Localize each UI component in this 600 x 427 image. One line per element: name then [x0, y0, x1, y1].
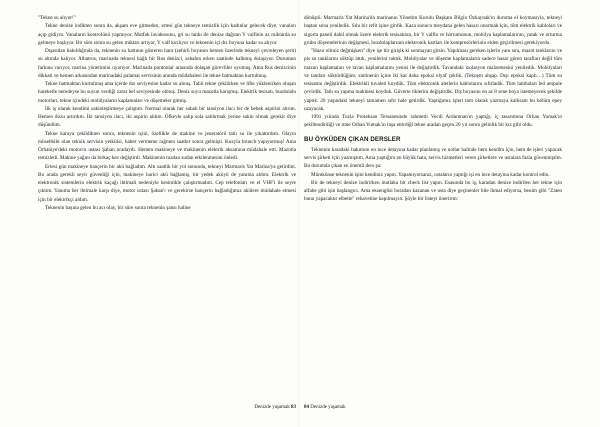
left-paragraph-4: Tekne batmaktan kurtulmuş ama içerde dız seviyesine kadar su alınış. Tabii tekne çekilirken ve lifte yüklenirken oluşan hareketle neredeyse bu suyun verdiği zarar bel seviyesinde olmuş. Deniz suyu mazotla karışmış. Elektrik tesisatı, buzdolabı motorları, tekne içindeki mobilyaların kaplamaları ve döşemeler gitmiş. — [38, 81, 296, 104]
left-paragraph-1: "Tekne su alıyor!" — [38, 15, 76, 21]
right-paragraph-1: dönüştü. Marmaris Yat Marina'da marinanın Yönetim Kurulu Başkanı Bilgin Özkaynak'ın duruma el koymasıyla, tekneyi baştan sona yeniledik. Sılu bir refit işine girdik. Kaza sonucu meydana gelen hasarı onarmak için, tüm elektrik kabloları ve sigorta paneli dahil olmak üzere elektrik tesisatının, bir Y valfin ve hortumunun, mobilya kaplamalarının, yatak ve orturma grubu döşemelerinin değişmesi, buzdolaplarının elektronik kartları ile kompresörlerinin elden geçirilmesi gerekiyordu. — [304, 15, 562, 46]
left-paragraph-3: Dışarıdan bakıldığında da, teknenin su hattının gösteren bant (zehirli boyanın hemen üzerinde tekneyi çevreleyen şerit) su altında kalıyor. Albatros, marinada teknesi bağlı bir Rus denizci, sabahın erken saatinde kalkmış dolaşıyor. Durumun farkına varıyor, marina yönetimini uyarıyor. Marinada pontonlar arasında dolaşan görevliler uyumuş. Ama Rus denizcinin dikkati ve hemen arkasından marinadaki palamar servisinin anında müdahalesi ile tekne batmaktan kurtulmuş. — [38, 48, 296, 79]
right-page-number: 84 — [304, 404, 309, 410]
lesson-paragraph-3: Bir de tekneyi denize indirirken mutlaka bir check list yapın. Esasında bu iş, karadan denize indirilen her tekne için alfabe gibi işin başlangıcı. Ama eksenglisi buradan kazanan ve usta diye geçinenler bile ihmal ediyorsa, benim gibi "Zaten bunu yapacaktır elbette" rehavetine kapılmayın. Şöyle bir listeyi önerirım: — [304, 179, 562, 203]
lesson-paragraph-2: Mümkünse teknenin işini kendiniz yapın. Yapamıyorsanız, ustaların yaptığı işi en ince detayına kadar kontrol edin. — [311, 171, 550, 178]
right-paragraph-3: 1991 yılında Tuzla Proteksan Tersanesinde rahmetli Vecdi Ardunman'ın yaptığı, iç tasarımına Orhan Yumak'ın şekillendirdiği ve tıme Orhan Yumak'ın inşa ettirdiği tekne aradan geçen 20 yıl sonra gelinlik bir kız gibi oldu. — [304, 114, 562, 129]
left-page-number: 83 — [291, 404, 296, 410]
left-paragraph-6: Tekne karaya çekildikten sonra, teknenin içini, özellikle de makine ve jeneratörü tatlı su ile yıkattırdım. Olayın müsebbibi olan teknik servisin yetkilisi, haber vermeme rağmen saatler sonra gelmişti. Kuzyla brunch yapıyormuş! Ama Orhaniye'deki motorcu ustası Şaban oradaydı. Hemen makineye ve makinenin elektrik aksamına müdahale etti. Mazotla temizledi. Makine yağını da birkaç kez değiştirdi. Makinenin tuzdan sudan etkilenmesini önledi. — [38, 130, 296, 162]
lesson-paragraph-1: Teknenin karadaki bakımını en ince detayına kadar planlamış ve notlar halinde hem kendim için, hem de işleri yapacak servis şirketi için yazmıştım. Ama yaptığım en büyük hata, servis hizmetleri veren şirketlere ve ustalara fazla güvenmiştim. Bu durumda çıkan en önemli ders şu: — [304, 146, 562, 170]
left-page-footer — [254, 404, 296, 412]
left-paragraph-5: İlk iş olarak kendimi sakinleştirmeye çalıştım. Normal olarak her sabah bir tansiyon ilacı bir de bebek aspirini alırım. Hemen dozu artırdım. İki tansiyon ilacı, iki aspirin aldım. Öfkeyle salıp sola saldırmak yerine sakin olmak gerekir diye düşündüm. — [38, 105, 296, 129]
right-paragraph-2: "Hazır elimiz değmişken" diye işe bir girişik ki sonmayan gitsin. Yapılması gereken işlerin yanı sıra, mazot tanklarını ve pis su tanklarını söktüp attık, yenilerini taktık. Mobilyalar ve döşeme kaplamaların sadece hasar gören tarafları değil tüm mazun kaplamaları ve tavan kaplamalarını yenisi ile değiştirdik. Tavandaki izolasyon malzemesini yeniledik. Mobilyaları ve tamları söktürdüğüm, sintinenin içine iki kat daha epoksi elyaf çektik. (Tekne̱m ahşap. Dışı epoksi kaplı…) Tüm su tesisatını değiştirdik. Elektrikli tuvaleti koydük. Tüm elektronik aletlerin kablolarını sıfırladık. Tüm lambaları led ampule çevirdik. Tatlı su yapma makinesi koyduk. Güverte tiklerini değiştirdik. Dış boyasını en az 8 sene boya istemeyecek şekilde yaptık. 20 yaşındaki tekneyi tamamen sıfır hale getirdik. Yaptığımız işleri tam olarak yazmaya kalksam bu bölüm epey uzayacak. — [304, 48, 562, 112]
right-page-footer — [304, 404, 346, 412]
left-paragraph-7: Ertesi gün makineye hançerin bir akü bağladım. Altı saatlik bir yol sonunda, tekneyi Marmaris Yat Marina'ya getirdim. Bu arada gerekli seyir güvenliği için, makineye harici akü bağlamış, bir yedek aküyü de yanıma aldım. Elektrik ve elektronik sistemlerin elektrik kaçağı ihtimali nedeniyle kesintikle çalıştırmadım. Cep telefonları ve el VHF'i ile seyre çıktım. Yanıma her ihtimale karşı diye, motor ustası Şaban'ı ve gerekirse hançerin bağladığımız akülere müdahale etmesi için bir elektrikçi aldım. — [38, 163, 296, 203]
left-page — [38, 14, 296, 416]
section-heading: BU ÖYKÜDEN ÇIKAN DERSLER — [304, 135, 401, 143]
left-paragraph-2: Tekne denize indikten sonra da, akşam eve gitmeden, ertesi gün tekneye temizlik için kadınlar gelecek diye, vanaları açıp gidiyor. Vanaların kontrolünü yapmıyor. Mutfak lavabosunu, gri su tankı ile denize dağıtan Y valfinin az miktarda su gelmeye başlıyor. Bir süre sonra su gelen miktarı artıyor, Y valf kırılıyor ve teknenin içi dız boyuna kadar su alıyor. — [38, 23, 296, 46]
left-footer-title: Denizde yaşamak — [254, 404, 290, 410]
right-footer-title: Denizde yaşamak — [310, 404, 346, 410]
page-gutter — [298, 0, 300, 427]
left-paragraph-8: Teknenin başına gelen bu acı olay, bir süre sonra teknenin şansı haline — [45, 204, 191, 211]
right-page — [304, 14, 562, 416]
